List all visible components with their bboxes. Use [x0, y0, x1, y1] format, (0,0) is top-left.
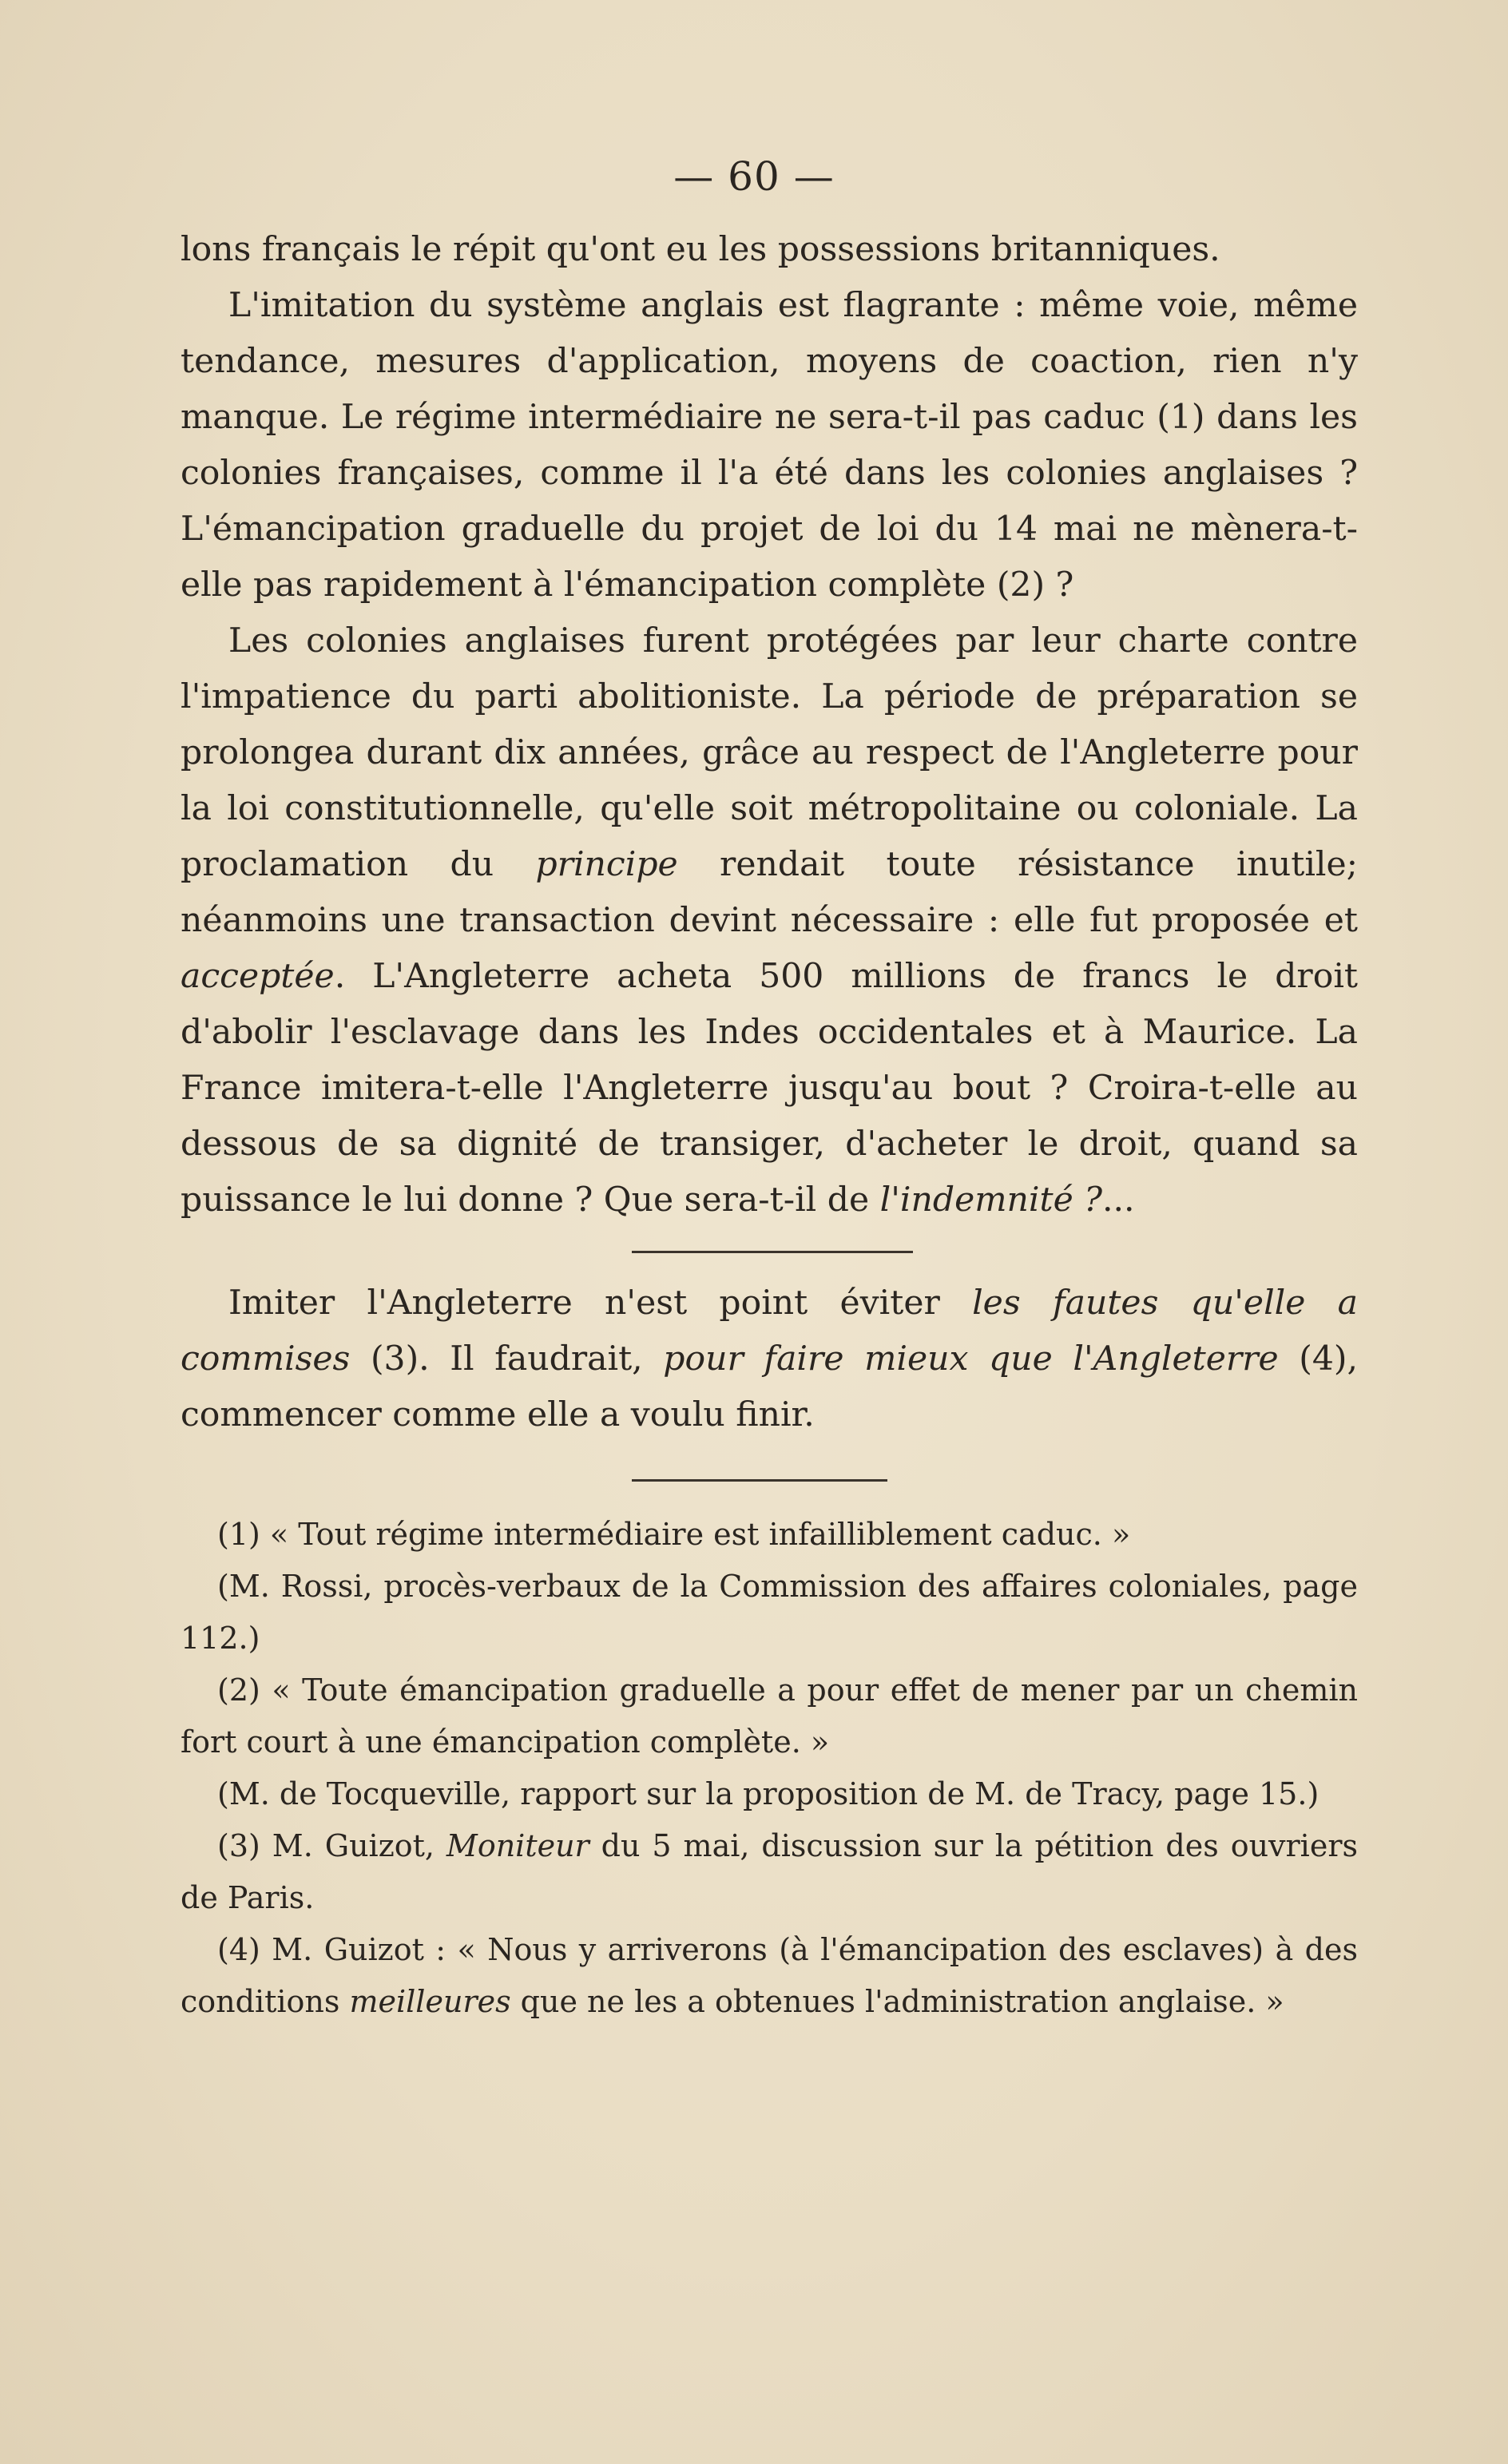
text-run: du 5 mai, discussion sur la pétition des ouvriers de Paris. [181, 1828, 1358, 1915]
text-run: (4) M. Guizot : « Nous y arriverons (à l'émancipation des esclaves) à des conditions [181, 1932, 1358, 2019]
text-run: (4), commencer comme elle a voulu finir. [181, 1339, 1358, 1434]
text-run: . L'Angleterre acheta 500 millions de francs le droit d'abolir l'esclavage dans les Indes occidentales et à Maurice. La France imitera-t-elle l'Angleterre jusqu'au bout ? Croira-t-elle au dessous de sa dignité de transiger, d'acheter le droit, quand sa puissance le lui donne ? Que sera-t-il de [181, 957, 1358, 1220]
footnote-fn2a [181, 1664, 1358, 1768]
closing-paragraph [181, 1276, 1358, 1443]
italic-text: l'indemnité ? [879, 1180, 1103, 1220]
italic-text: Moniteur [446, 1828, 589, 1863]
text-run: Imiter l'Angleterre n'est point éviter [228, 1284, 973, 1323]
italic-text: principe [535, 845, 678, 884]
footnote-fn3 [181, 1820, 1358, 1924]
text-run: lons français le répit qu'ont eu les possessions britanniques. [181, 230, 1220, 269]
text-run: (M. Rossi, procès-verbaux de la Commission des affaires coloniales, page 112.) [181, 1569, 1358, 1656]
paragraph-p1 [181, 278, 1358, 613]
text-run: (3). Il faudrait, [350, 1339, 664, 1379]
text-run: (M. de Tocqueville, rapport sur la proposition de M. de Tracy, page 15.) [217, 1776, 1320, 1811]
text-run: que ne les a obtenues l'administration anglaise. » [510, 1984, 1284, 2019]
paragraph-p0 [181, 222, 1358, 278]
footnote-rule [632, 1479, 887, 1482]
text-run: L'imitation du système anglais est flagrante : même voie, même tendance, mesures d'application, moyens de coaction, rien n'y manque. Le régime intermédiaire ne sera-t-il pas caduc (1) dans les colonies françaises, comme il l'a été dans les colonies anglaises ? L'émancipation graduelle du projet de loi du 14 mai ne mènera-t-elle pas rapidement à l'émancipation complète (2) ? [181, 286, 1358, 605]
footnote-fn4 [181, 1924, 1358, 2028]
italic-text: les fautes qu'elle a commises [181, 1284, 1359, 1379]
italic-text: acceptée [181, 957, 335, 996]
text-run: rendait toute résistance inutile; néanmoins une transaction devint nécessaire : elle fut proposée et [181, 845, 1358, 940]
italic-text: pour faire mieux que l'Angleterre [663, 1339, 1279, 1379]
italic-text: meilleures [349, 1984, 511, 2019]
footnote-fn1b [181, 1561, 1358, 1664]
footnote-fn1a [181, 1509, 1358, 1561]
text-block [181, 222, 1358, 2028]
footnotes [181, 1509, 1358, 2028]
page-number: — 60 — [673, 153, 835, 200]
text-run: Les colonies anglaises furent protégées par leur charte contre l'impatience du parti abolitioniste. La période de préparation se prolongea durant dix années, grâce au respect de l'Angleterre pour la loi constitutionnelle, qu'elle soit métropolitaine ou coloniale. La proclamation du [181, 621, 1358, 884]
text-run: (3) M. Guizot, [217, 1828, 446, 1863]
section-rule [632, 1251, 913, 1253]
text-run: (1) « Tout régime intermédiaire est infailliblement caduc. » [217, 1517, 1131, 1552]
main-text [181, 222, 1358, 1228]
footnote-fn2b [181, 1768, 1358, 1820]
text-run: (2) « Toute émancipation graduelle a pour effet de mener par un chemin fort court à une émancipation complète. » [181, 1672, 1358, 1760]
paragraph-p2 [181, 613, 1358, 1228]
text-run: ... [1102, 1180, 1135, 1220]
paragraph-p3 [181, 1276, 1358, 1443]
